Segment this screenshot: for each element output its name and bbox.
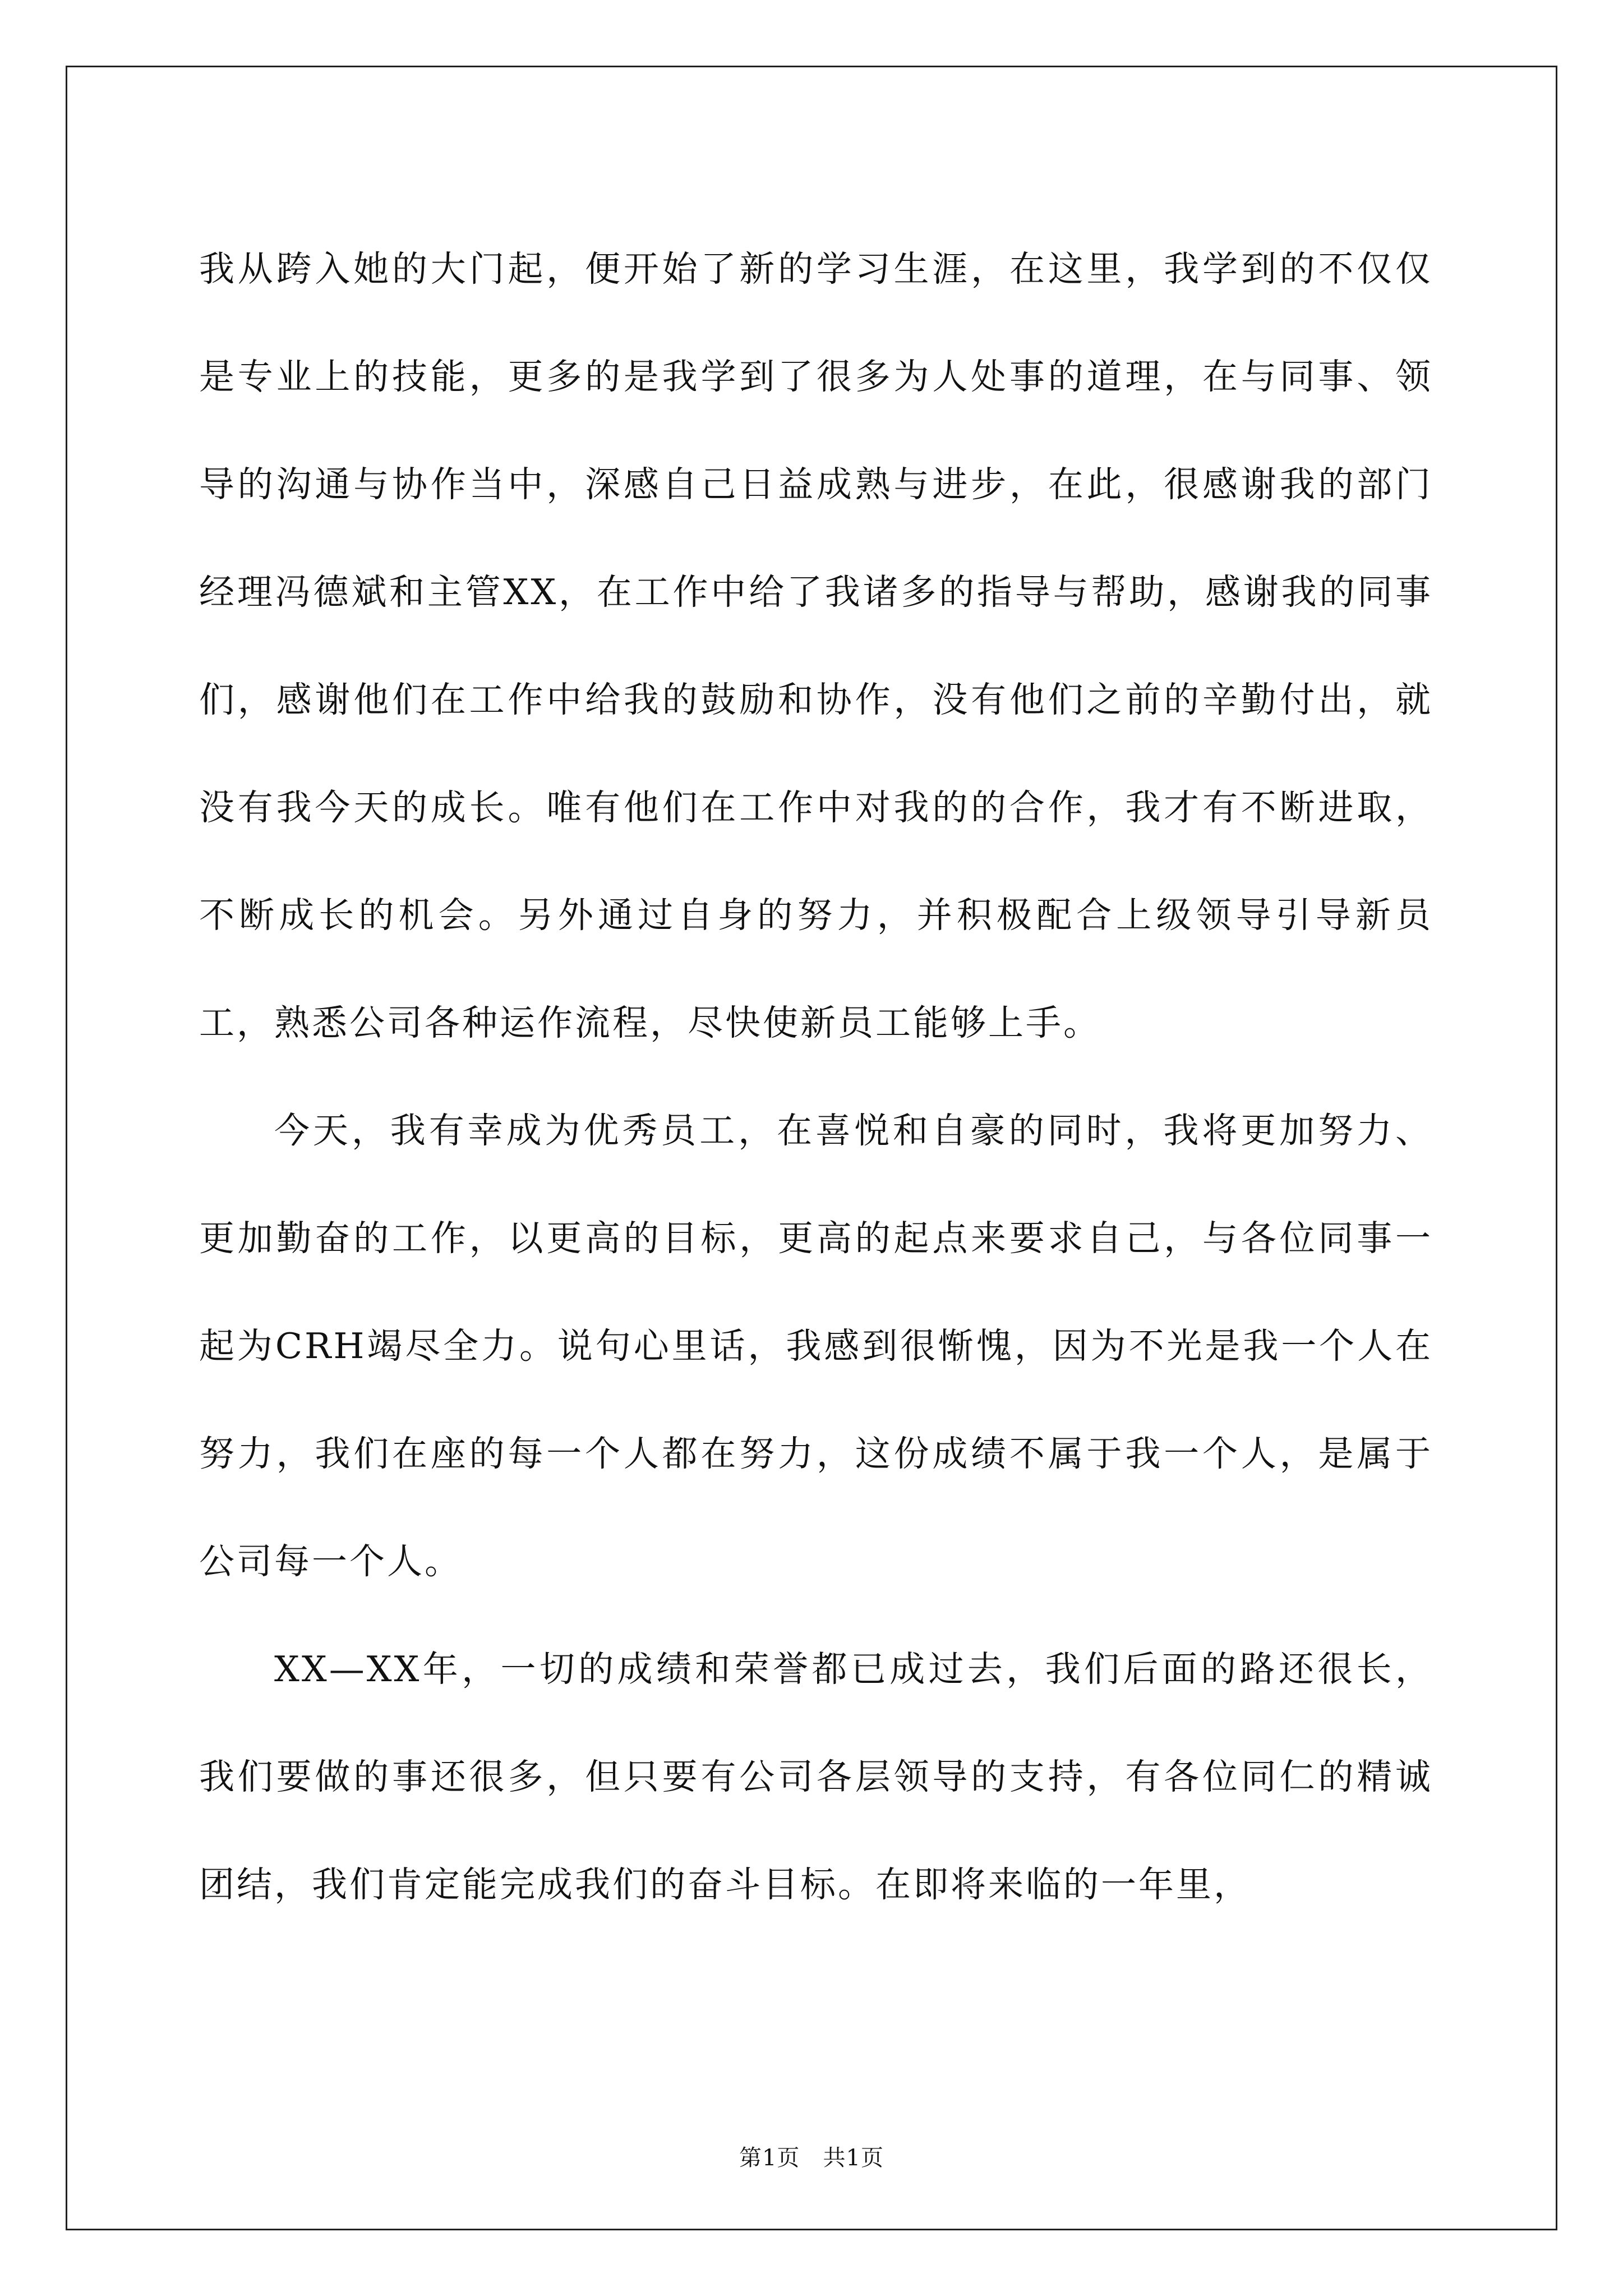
paragraph-3: XX—XX年，一切的成绩和荣誉都已成过去，我们后面的路还很长，我们要做的事还很多，但只要有公司各层领导的支持，有各位同仁的精诚团结，我们肯定能完成我们的奋斗目标。在即将来临的一年里， xyxy=(199,1649,1433,1905)
paragraph-2: 今天，我有幸成为优秀员工，在喜悦和自豪的同时，我将更加努力、更加勤奋的工作，以更高的目标，更高的起点来要求自己，与各位同事一起为CRH竭尽全力。说句心里话，我感到很惭愧，因为不光是我一个人在努力，我们在座的每一个人都在努力，这份成绩不属于我一个人，是属于公司每一个人。 xyxy=(199,1110,1433,1582)
page-number-footer: 第1页 共1页 xyxy=(739,2145,884,2171)
document-body xyxy=(199,215,1433,1939)
paragraph-1: 我从跨入她的大门起，便开始了新的学习生涯，在这里，我学到的不仅仅是专业上的技能，更多的是我学到了很多为人处事的道理，在与同事、领导的沟通与协作当中，深感自己日益成熟与进步，在此，很感谢我的部门经理冯德斌和主管XX，在工作中给了我诸多的指导与帮助，感谢我的同事们，感谢他们在工作中给我的鼓励和协作，没有他们之前的辛勤付出，就没有我今天的成长。唯有他们在工作中对我的的合作，我才有不断进取，不断成长的机会。另外通过自身的努力，并积极配合上级领导引导新员工，熟悉公司各种运作流程，尽快使新员工能够上手。 xyxy=(199,249,1433,1043)
